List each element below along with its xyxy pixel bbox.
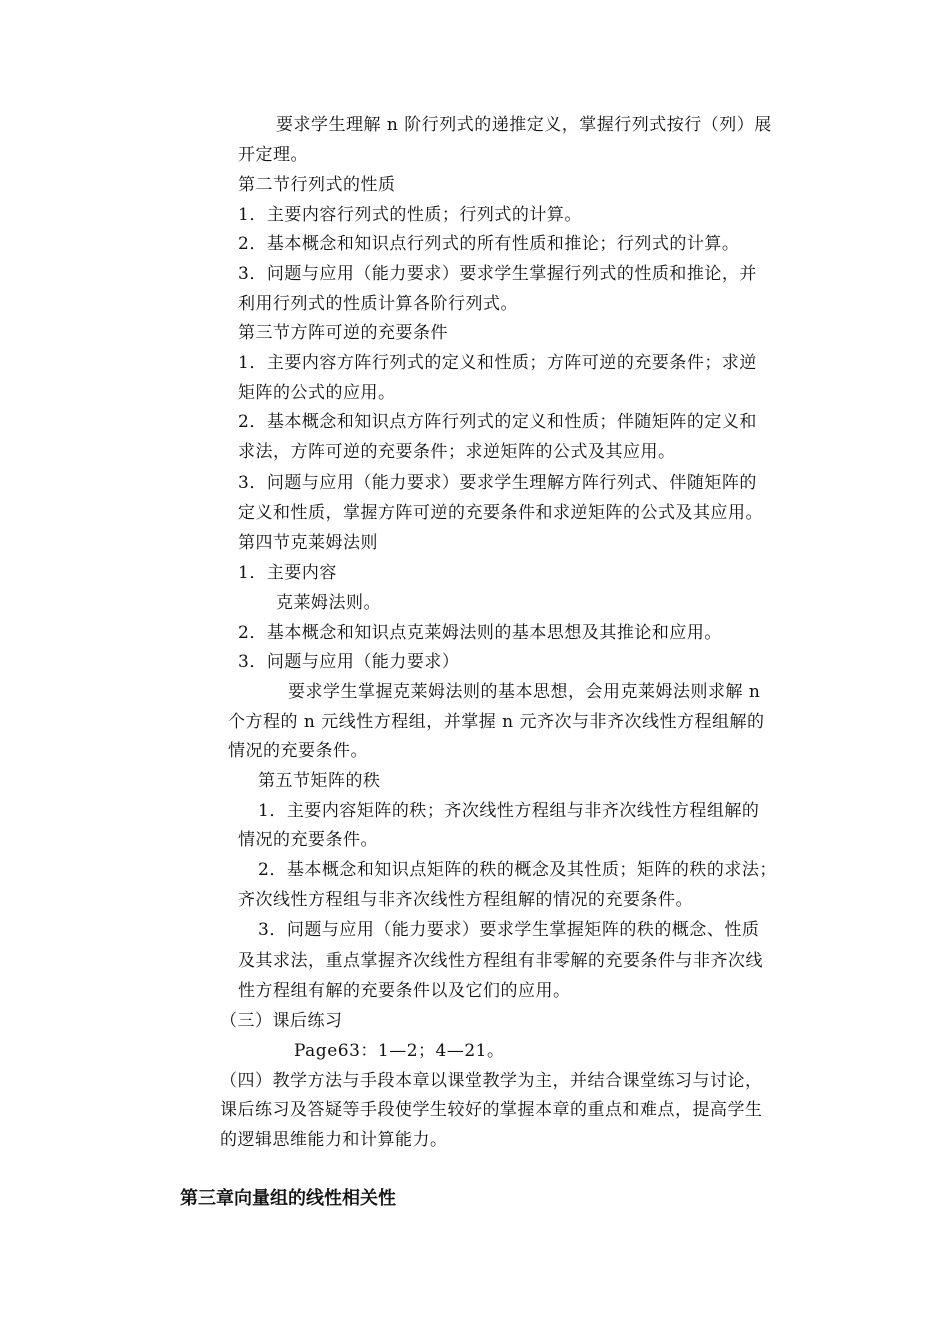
text-line: 开定理。 <box>238 145 308 165</box>
text-line: 1．主要内容矩阵的秩；齐次线性方程组与非齐次线性方程组解的 <box>258 801 760 821</box>
text-line: 1．主要内容方阵行列式的定义和性质；方阵可逆的充要条件；求逆 <box>238 353 757 373</box>
text-line: Page63：1—2；4—21。 <box>294 1041 505 1061</box>
text-line: 矩阵的公式的应用。 <box>238 383 396 403</box>
text-line: 1．主要内容行列式的性质；行列式的计算。 <box>238 205 582 225</box>
text-line: 齐次线性方程组与非齐次线性方程组解的情况的充要条件。 <box>238 890 693 910</box>
text-line: 3．问题与应用（能力要求）要求学生掌握矩阵的秩的概念、性质 <box>258 920 760 940</box>
text-line: 求法，方阵可逆的充要条件；求逆矩阵的公式及其应用。 <box>238 442 676 462</box>
text-line: 要求学生掌握克莱姆法则的基本思想，会用克莱姆法则求解 n <box>288 682 761 702</box>
text-line: 个方程的 n 元线性方程组，并掌握 n 元齐次与非齐次线性方程组解的 <box>228 712 765 732</box>
text-line: 2．基本概念和知识点行列式的所有性质和推论；行列式的计算。 <box>238 234 740 254</box>
text-line: 性方程组有解的充要条件以及它们的应用。 <box>238 981 571 1001</box>
text-line: （四）教学方法与手段本章以课堂教学为主，并结合课堂练习与讨论， <box>220 1071 763 1091</box>
chapter-heading: 第三章向量组的线性相关性 <box>180 1188 396 1209</box>
subsection-title: （三）课后练习 <box>220 1011 343 1031</box>
text-line: 定义和性质，掌握方阵可逆的充要条件和求逆矩阵的公式及其应用。 <box>238 503 763 523</box>
text-line: 2．基本概念和知识点矩阵的秩的概念及其性质；矩阵的秩的求法； <box>258 860 777 880</box>
text-line: 2．基本概念和知识点方阵行列式的定义和性质；伴随矩阵的定义和 <box>238 412 757 432</box>
text-line: 1．主要内容 <box>238 563 337 583</box>
text-line: 3．问题与应用（能力要求）要求学生理解方阵行列式、伴随矩阵的 <box>238 473 757 493</box>
text-line: 情况的充要条件。 <box>228 741 368 761</box>
section-title: 第二节行列式的性质 <box>238 175 396 195</box>
text-line: 3．问题与应用（能力要求）要求学生掌握行列式的性质和推论，并 <box>238 264 757 284</box>
section-title: 第四节克莱姆法则 <box>238 533 378 553</box>
section-title: 第五节矩阵的秩 <box>258 771 381 791</box>
text-line: 及其求法，重点掌握齐次线性方程组有非零解的充要条件与非齐次线 <box>238 951 763 971</box>
text-line: 的逻辑思维能力和计算能力。 <box>220 1130 448 1150</box>
text-line: 克莱姆法则。 <box>276 593 381 613</box>
text-line: 利用行列式的性质计算各阶行列式。 <box>238 294 518 314</box>
text-line: 3．问题与应用（能力要求） <box>238 652 460 672</box>
text-line: 2．基本概念和知识点克莱姆法则的基本思想及其推论和应用。 <box>238 623 722 643</box>
section-title: 第三节方阵可逆的充要条件 <box>238 323 448 343</box>
text-line: 要求学生理解 n 阶行列式的递推定义，掌握行列式按行（列）展 <box>276 115 772 135</box>
text-line: 课后练习及答疑等手段使学生较好的掌握本章的重点和难点，提高学生 <box>220 1100 763 1120</box>
text-line: 情况的充要条件。 <box>238 830 378 850</box>
